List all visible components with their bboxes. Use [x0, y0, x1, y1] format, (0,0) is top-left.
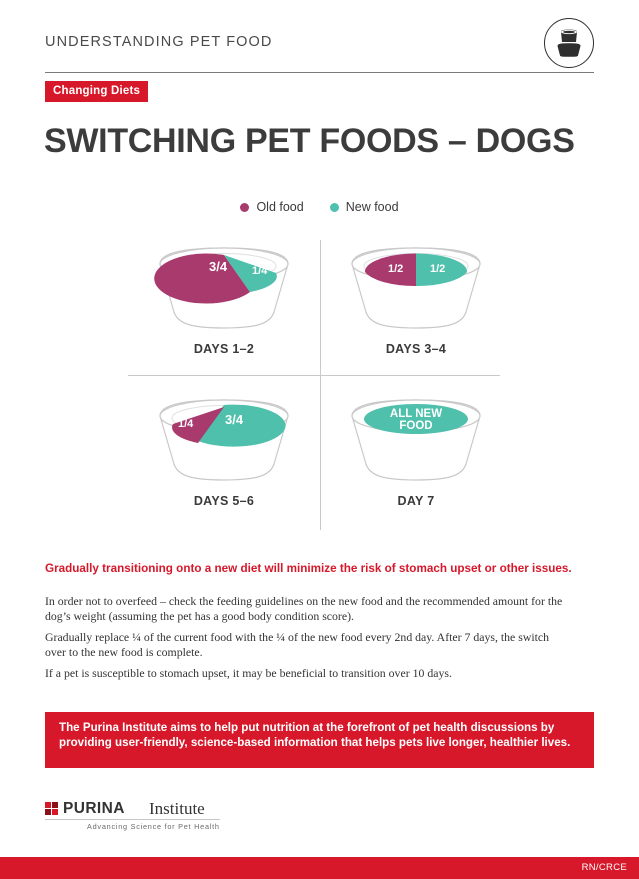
body-paragraph-1: In order not to overfeed – check the feeding guidelines on the new food and the recommended amount for the dog’s weight (assuming the pet has a good body condition score). [45, 594, 563, 624]
bowl-cell-days-5-6 [128, 384, 320, 534]
body-paragraph-3: If a pet is susceptible to stomach upset, it may be beneficial to transition over 10 days. [45, 666, 452, 680]
bowl-new-fraction-days-1-2: 1/4 [252, 265, 268, 277]
brand-institute: Institute [149, 799, 205, 818]
footer-code: RN/CRCE [581, 862, 627, 873]
bowl-cell-day-7 [320, 384, 512, 534]
pet-food-bowl-icon [556, 29, 582, 57]
logo-divider [45, 819, 220, 820]
brand-badge [544, 18, 594, 68]
bowl-diagram-grid [128, 232, 512, 532]
legend-item-new-food [330, 200, 399, 214]
chart-legend [0, 200, 639, 214]
lead-paragraph: Gradually transitioning onto a new diet will minimize the risk of stomach upset or other issues. [45, 562, 572, 575]
header-divider [45, 72, 594, 73]
bowl-graphic-days-1-2 [146, 234, 302, 334]
bowl-label-day-7: DAY 7 [397, 494, 435, 508]
bowl-all-new-line1: ALL NEW [389, 408, 443, 420]
bowl-old-fraction-days-3-4: 1/2 [388, 263, 404, 275]
legend-item-old-food [240, 200, 303, 214]
legend-label-old-food: Old food [256, 200, 304, 214]
bowl-new-fraction-days-3-4: 1/2 [430, 263, 446, 275]
bowl-label-days-1-2: DAYS 1–2 [193, 342, 255, 356]
bowl-cell-days-3-4 [320, 232, 512, 382]
body-paragraph-2: Gradually replace ¼ of the current food with the ¼ of the new food every 2nd day. After 7 days, the switch over to the new food is complete. [45, 630, 550, 660]
bowl-label-days-3-4: DAYS 3–4 [385, 342, 447, 356]
document-footer [0, 857, 639, 879]
brand-tagline: Advancing Science for Pet Health [87, 822, 220, 831]
legend-dot-old-food [240, 203, 249, 212]
page-title: UNDERSTANDING PET FOOD [45, 34, 273, 50]
bowl-cell-days-1-2 [128, 232, 320, 382]
mission-callout: The Purina Institute aims to help put nutrition at the forefront of pet health discussions by providing user-friendly, science-based information that helps pets live longer, healthier lives. [45, 712, 594, 768]
bowl-old-fraction-days-1-2: 3/4 [209, 259, 228, 274]
bowl-label-days-5-6: DAYS 5–6 [193, 494, 255, 508]
status-badge: Changing Diets [45, 81, 148, 102]
bowl-old-fraction-days-5-6: 1/4 [178, 418, 194, 430]
purina-institute-logo [45, 800, 305, 838]
legend-label-new-food: New food [345, 200, 399, 214]
document-title: SWITCHING PET FOODS – DOGS [44, 122, 575, 160]
purina-checkerboard-icon [45, 802, 58, 815]
legend-dot-new-food [330, 203, 339, 212]
bowl-graphic-days-3-4 [338, 234, 494, 334]
bowl-graphic-days-5-6 [146, 386, 302, 486]
document-header [45, 18, 594, 66]
bowl-graphic-day-7 [338, 386, 494, 486]
brand-name: PURINA [63, 800, 125, 817]
bowl-all-new-line2: FOOD [399, 420, 433, 432]
bowl-new-fraction-days-5-6: 3/4 [225, 412, 244, 427]
